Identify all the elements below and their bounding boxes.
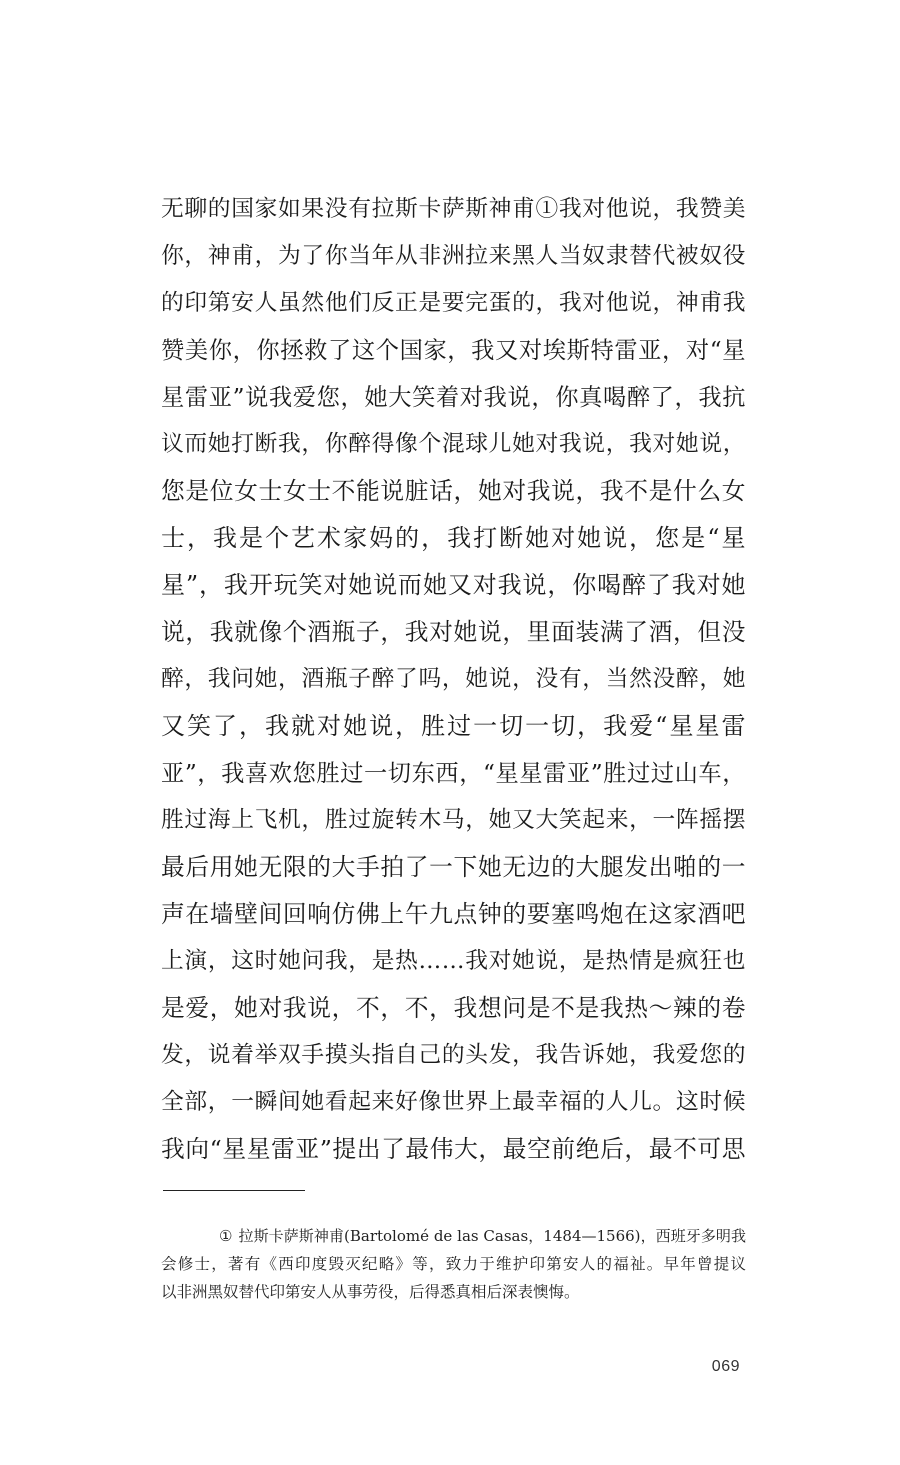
text-line: 醉，我问她，酒瓶子醉了吗，她说，没有，当然没醉，她 xyxy=(161,666,746,692)
text-line: 星雷亚”说我爱您，她大笑着对我说，你真喝醉了，我抗 xyxy=(161,384,746,411)
footnote-line: 以非洲黑奴替代印第安人从事劳役，后得悉真相后深表懊悔。 xyxy=(161,1283,580,1301)
text-line: 我向“星星雷亚”提出了最伟大，最空前绝后，最不可思 xyxy=(161,1135,746,1163)
text-line: 星”，我开玩笑对她说而她又对我说，你喝醉了我对她 xyxy=(161,571,746,599)
text-line: 您是位女士女士不能说脏话，她对我说，我不是什么女 xyxy=(161,477,746,505)
text-line: 赞美你，你拯救了这个国家，我又对埃斯特雷亚，对“星 xyxy=(161,337,746,364)
text-line: 亚”，我喜欢您胜过一切东西，“星星雷亚”胜过过山车， xyxy=(161,760,746,787)
text-line: 全部，一瞬间她看起来好像世界上最幸福的人儿。这时候 xyxy=(161,1089,746,1115)
text-line: 议而她打断我，你醉得像个混球儿她对我说，我对她说， xyxy=(161,431,746,457)
footnote-text: 拉斯卡萨斯神甫(Bartolomé de las Casas，1484—1566)，西班牙多明我 xyxy=(238,1227,746,1245)
text-line: 无聊的国家如果没有拉斯卡萨斯神甫①我对他说，我赞美 xyxy=(161,196,746,222)
text-line: 发，说着举双手摸头指自己的头发，我告诉她，我爱您的 xyxy=(161,1042,746,1068)
text-line: 胜过海上飞机，胜过旋转木马，她又大笑起来，一阵摇摆 xyxy=(161,807,746,833)
text-line: 是爱，她对我说，不，不，我想问是不是我热～辣的卷 xyxy=(161,994,746,1022)
footnote xyxy=(161,1222,746,1306)
body-text xyxy=(161,186,746,1173)
footnote-line-1 xyxy=(161,1222,746,1250)
text-line: 的印第安人虽然他们反正是要完蛋的，我对他说，神甫我 xyxy=(161,290,746,316)
footnote-divider xyxy=(163,1190,305,1191)
text-line: 士，我是个艺术家妈的，我打断她对她说，您是“星 xyxy=(161,524,746,552)
page-number: 069 xyxy=(711,1358,740,1375)
text-line: 最后用她无限的大手拍了一下她无边的大腿发出啪的一 xyxy=(161,853,746,881)
text-line: 说，我就像个酒瓶子，我对她说，里面装满了酒，但没 xyxy=(161,618,746,646)
footnote-marker: ① xyxy=(219,1227,233,1245)
footnote-line: 会修士，著有《西印度毁灭纪略》等，致力于维护印第安人的福祉。早年曾提议 xyxy=(161,1255,746,1273)
text-line: 又笑了，我就对她说，胜过一切一切，我爱“星星雷 xyxy=(161,712,746,740)
text-line: 你，神甫，为了你当年从非洲拉来黑人当奴隶替代被奴役 xyxy=(161,243,746,269)
text-line: 上演，这时她问我，是热……我对她说，是热情是疯狂也 xyxy=(161,948,746,974)
text-line: 声在墙壁间回响仿佛上午九点钟的要塞鸣炮在这家酒吧 xyxy=(161,900,746,928)
